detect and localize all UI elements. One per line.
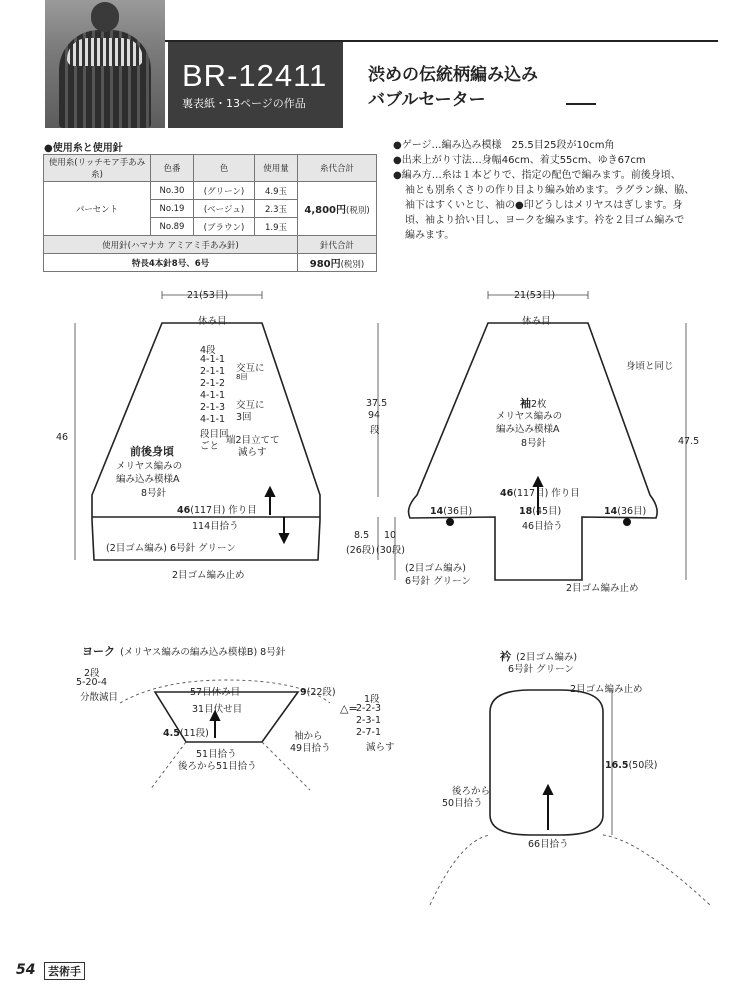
rib-height: 8.5 [354,530,370,541]
sleeve-rest-label: 休み目 [522,316,551,327]
collar-height-value: 16.5 [605,760,629,771]
body-height: 46 [56,432,69,443]
needle-price: 980円 [309,259,341,270]
yarn-qty-cell: 1.9玉 [255,218,298,236]
sleeve-width-sts: (53目) [526,290,556,301]
seam-dot-right [623,518,631,526]
collar-height-rows: (50段) [628,760,658,771]
dec-row: 4-1-1 [200,414,225,425]
sleeve-left-value: 14 [430,506,444,517]
dec-note: 端2目立てて [226,435,280,446]
collar-back-pickup: 後ろから [452,786,491,797]
body-cast-on-sts: (117目) 作り目 [190,505,257,516]
yarn-col-header: 使用糸(リッチモア手あみ糸) [44,155,151,182]
title-line-2: バブルセーター [368,90,486,110]
sleeve-height: 47.5 [678,436,700,447]
yarn-color-cell: (ベージュ) [194,200,255,218]
dec-row: 4-1-1 [200,390,225,401]
yoke-shaping: 2-2-3 [356,703,381,714]
yoke-sleeve-pickup: 袖から [294,731,323,742]
dec-row: 2-1-1 [200,366,225,377]
sleeve-left-width [430,503,472,517]
body-rib: (2目ゴム編み) 6号針 グリーン [106,543,236,554]
same-as-body: 身頃と同じ [626,361,674,372]
sleeve-right-value: 14 [604,506,618,517]
collar-needle: 6号針 グリーン [508,664,574,675]
yoke-title [82,640,285,659]
sleeve-width-label [514,287,555,301]
yoke-sleeve-pickup: 49目拾う [290,743,331,754]
rib-rows: (26段) [346,545,376,556]
method-line: 袖下はすくいとじ、袖の●印どうしはメリヤスはぎします。身 [405,200,683,211]
body-bindoff: 2目ゴム編み止め [172,570,245,581]
body-cast-on [177,502,257,516]
color-col-header: 色 [194,155,255,182]
alternate-count: 8回 [236,373,248,381]
sleeve-left-sts: (36目) [443,506,473,517]
raglan-rows: 94 [368,410,381,421]
body-cast-on-value: 46 [177,505,191,516]
yoke-dec-label: 5-20-4 [76,677,108,688]
body-width-value: 21 [187,290,200,301]
collar-pickup: 66目拾う [528,839,569,850]
yoke-title-main: ヨーク [82,645,115,658]
yoke-shaping: 1段 [364,694,380,705]
pattern-code: BR-12411 [182,58,328,93]
dec-row: 段目回 [200,429,229,440]
qty-col-header: 使用量 [255,155,298,182]
gauge-text: ●ゲージ…編み込み模様 25.5目25段が10cm角 [393,140,615,151]
body-piece-name: 前後身頃 [130,445,174,458]
size-text: ●出来上がり寸法…身幅46cm、着丈55cm、ゆき67cm [393,155,646,166]
method-line: 袖とも別糸くさりの作り目より編み始めます。ラグラン線、脇、 [405,185,695,196]
num-col-header: 色番 [151,155,194,182]
alternate-count: 3回 [236,412,252,423]
method-line: 編みます。 [405,230,455,241]
sleeve-cast-on-sts: (117目) 作り目 [513,488,580,499]
collar-bindoff: 2目ゴム編み止め [570,684,643,695]
yoke-rest: 57目休み目 [190,687,241,698]
sleeve-rib-needle: 6号針 グリーン [405,576,471,587]
yoke-left-rows: (11段) [179,728,209,739]
sleeve-right-width [604,503,646,517]
dec-row: 4段 [200,345,216,356]
body-needle: 8号針 [141,488,167,499]
collar-back-pickup: 50目拾う [442,798,483,809]
goto-label: ごと [200,441,220,452]
method-line: ●編み方…糸は１本どりで、指定の配色で編みます。前後身頃、 [393,170,681,181]
yarn-num-cell: No.89 [151,218,194,236]
yoke-bindoff: 31目伏せ目 [192,704,243,715]
yarn-color-cell: (グリーン) [194,182,255,200]
price-col-header: 糸代合計 [298,155,377,182]
raglan-rows-unit: 段 [370,425,380,436]
body-rest-label: 休み目 [198,316,227,327]
sleeve-bindoff: 2目ゴム編み止め [566,583,639,594]
needle-price-tax: (税別) [340,260,365,270]
triangle-icon: △= [340,702,358,715]
sleeve-mid-sts: (45目) [532,506,562,517]
sleeve-needle: 8号針 [521,438,547,449]
sleeve-pattern: 編み込み模様A [496,424,560,435]
collar-title-sub: (2目ゴム編み) [516,652,578,663]
needle-value: 特長4本針8号、6号 [44,254,298,272]
pattern-reference: 裏表紙・13ページの作品 [182,97,306,110]
yoke-right-rows: (22段) [306,687,336,698]
collar-title-main: 衿 [500,650,511,663]
yoke-shaping: 減らす [366,742,395,753]
body-pattern: 編み込み模様A [116,474,180,485]
sleeve-right-sts: (36目) [617,506,647,517]
seam-dot-left [446,518,454,526]
yarn-num-cell: No.30 [151,182,194,200]
footer-logo: 芸術手 [44,962,85,980]
yarn-name-cell: パーセント [44,182,151,236]
alternate-label: 交互に [236,363,265,374]
yarn-num-cell: No.19 [151,200,194,218]
body-pattern: メリヤス編みの [116,461,183,472]
yoke-right-depth [300,684,336,698]
sleeve-cast-on-value: 46 [500,488,514,499]
yoke-right-value: 9 [300,687,307,698]
yoke-pickup-front: 51目拾う [196,749,237,760]
sleeve-outline [409,323,658,580]
raglan-height: 37.5 [366,398,388,409]
sleeve-width-value: 21 [514,290,527,301]
sleeve-pickup: 46目拾う [522,521,563,532]
title-line-1: 渋めの伝統柄編み込み [368,65,538,85]
collar-outline [490,690,603,835]
body-pickup: 114目拾う [192,521,239,532]
cuff-rows: (30段) [376,545,406,556]
dec-row: 2-1-2 [200,378,225,389]
yarn-section-title: ●使用糸と使用針 [44,143,123,154]
yarn-qty-cell: 2.3玉 [255,200,298,218]
yarn-price: 4,800円 [304,205,346,216]
needle-header: 使用針(ハマナカ アミアミ手あみ針) [44,236,298,254]
dec-note: 減らす [238,447,267,458]
yoke-shaping: 2-3-1 [356,715,381,726]
yoke-left-value: 4.5 [163,728,180,739]
yarn-qty-cell: 4.9玉 [255,182,298,200]
yoke-left-depth [163,725,209,739]
needle-price-header: 針代合計 [298,236,377,254]
dec-row: 2-1-3 [200,402,225,413]
sleeve-rib: (2目ゴム編み) [405,563,466,574]
page-number: 54 [16,962,36,978]
yarn-price-tax: (税別) [346,206,370,216]
yoke-shaping: 2-7-1 [356,727,381,738]
yoke-dec-label: 分散減目 [80,692,119,703]
yarn-color-cell: (ブラウン) [194,218,255,236]
yoke-pickup-back: 後ろから51目拾う [178,761,257,772]
sleeve-pattern: メリヤス編みの [496,411,563,422]
alternate-label: 交互に [236,400,265,411]
body-width-label [187,287,228,301]
yoke-dec-label: 2段 [84,668,100,679]
sleeve-cast-on [500,485,580,499]
cuff-height: 10 [384,530,397,541]
yoke-title-sub: (メリヤス編みの編み込み模様B) 8号針 [120,647,286,658]
sleeve-mid-value: 18 [519,506,533,517]
collar-height [605,757,657,771]
sleeve-count: 2枚 [531,399,547,410]
sleeve-mid-width [519,503,561,517]
dec-row: 4-1-1 [200,354,225,365]
body-width-sts: (53目) [199,290,229,301]
method-line: 頃、袖より拾い目し、ヨークを編みます。衿を２目ゴム編みで [405,215,685,226]
collar-body [430,835,710,905]
sleeve-piece-name: 袖 [520,397,531,410]
